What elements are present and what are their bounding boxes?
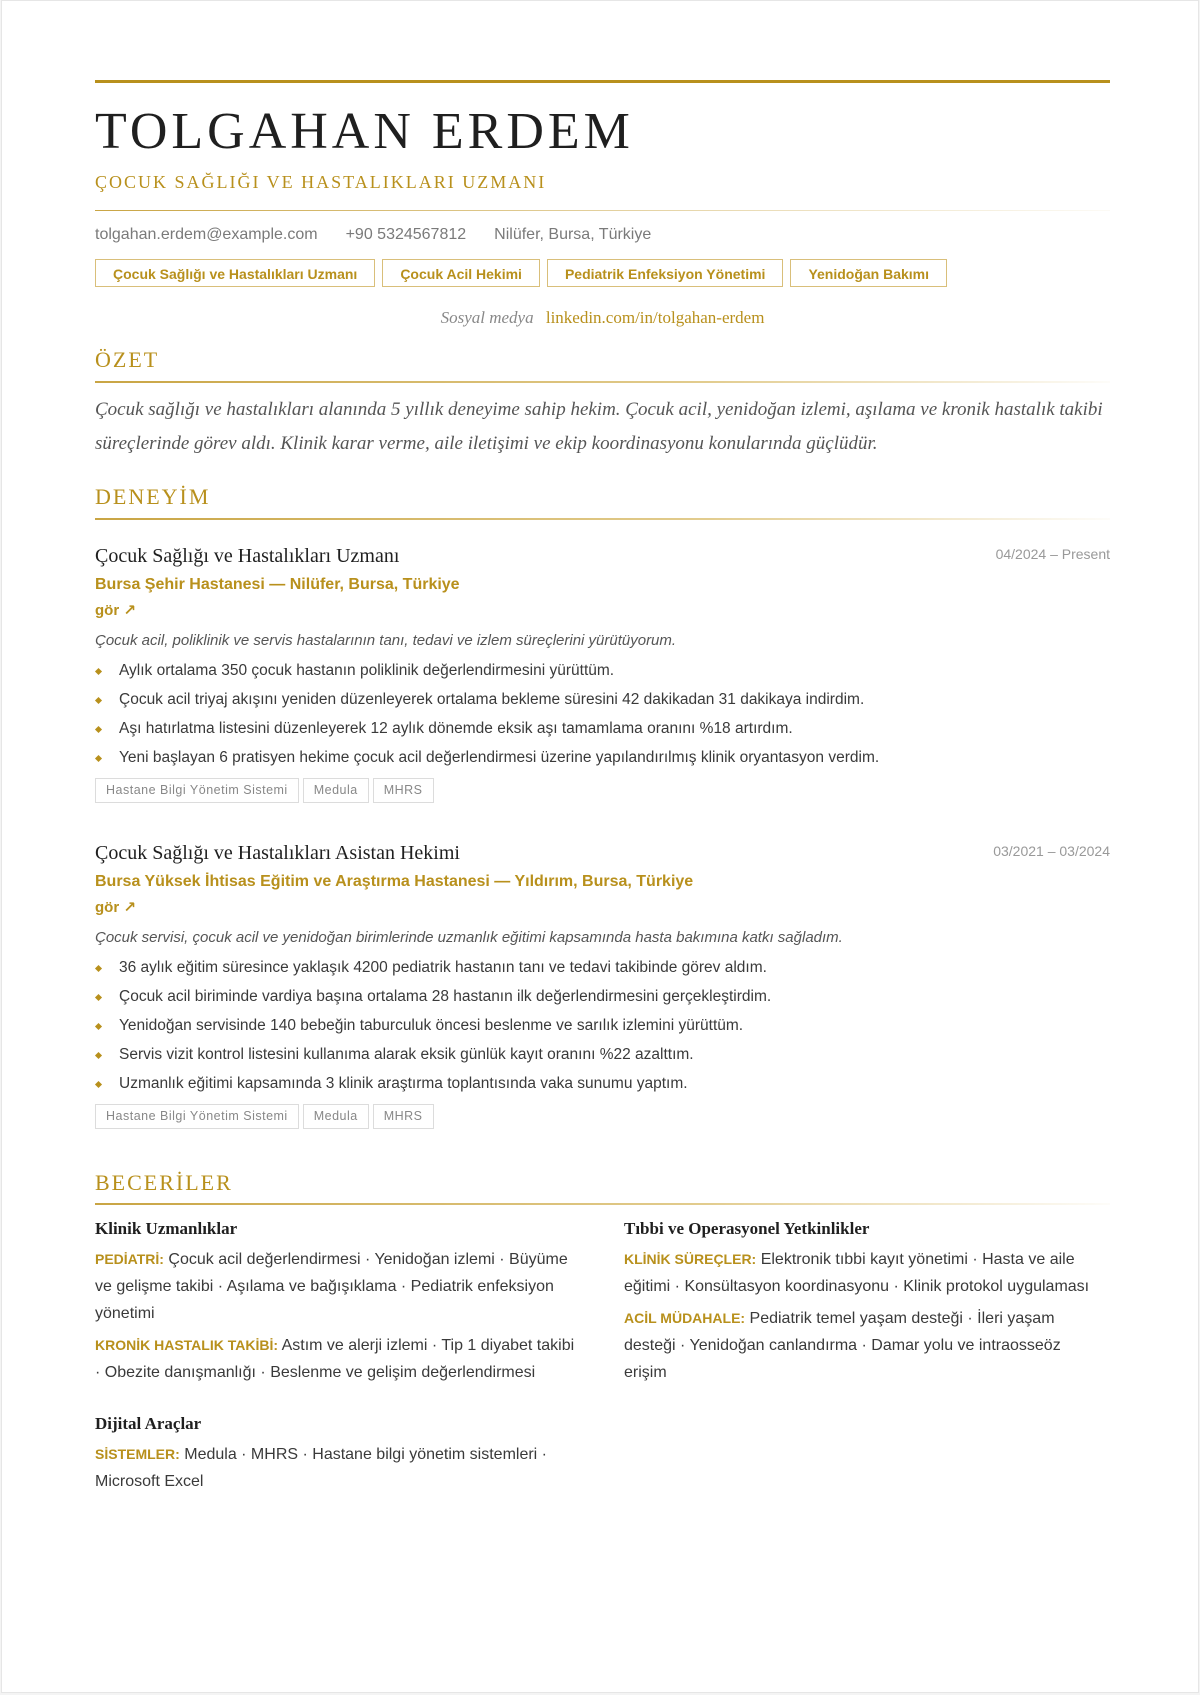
skill-group-heading: Dijital Araçlar — [95, 1414, 202, 1433]
contact-phone[interactable]: +90 5324567812 — [345, 226, 467, 243]
job-bullets — [95, 656, 1110, 772]
specialty-tag: Çocuk Acil Hekimi — [382, 259, 540, 287]
section-title-skills: BECERİLER — [95, 1170, 233, 1195]
skill-line — [95, 1441, 575, 1495]
job-description: Çocuk acil, poliklinik ve servis hastalarının tanı, tedavi ve izlem süreçlerini yürütüyorum. — [95, 632, 677, 649]
list-item — [95, 1069, 1110, 1098]
tool-tag: Hastane Bilgi Yönetim Sistemi — [95, 778, 299, 803]
specialty-tags — [95, 259, 947, 287]
list-item — [95, 982, 1110, 1011]
social-link[interactable]: linkedin.com/in/tolgahan-erdem — [545, 308, 765, 327]
list-item — [95, 656, 1110, 685]
diamond-bullet-icon — [95, 1023, 102, 1030]
skill-group-heading: Klinik Uzmanlıklar — [95, 1219, 238, 1238]
candidate-headline: ÇOCUK SAĞLIĞI VE HASTALIKLARI UZMANI — [95, 172, 547, 192]
bullet-text: Aylık ortalama 350 çocuk hastanın poliklinik değerlendirmesini yürüttüm. — [119, 662, 615, 679]
header-divider — [95, 210, 1110, 211]
resume-page — [1, 0, 1199, 1693]
skill-group — [95, 1217, 575, 1386]
top-rule — [95, 80, 1110, 83]
job-tools — [95, 1104, 1110, 1129]
skill-label: PEDİATRİ: — [95, 1251, 164, 1267]
job-description: Çocuk servisi, çocuk acil ve yenidoğan birimlerinde uzmanlık eğitimi kapsamında hasta bakımına katkı sağladım. — [95, 929, 843, 946]
skill-line — [624, 1305, 1104, 1386]
bullet-text: Çocuk acil triyaj akışını yeniden düzenleyerek ortalama bekleme süresini 42 dakikadan 31 dakikaya indirdim. — [119, 691, 865, 708]
section-divider — [95, 381, 1110, 383]
tool-tag: MHRS — [373, 1104, 434, 1129]
diamond-bullet-icon — [95, 1052, 102, 1059]
skill-text: Pediatrik temel yaşam desteği · İleri yaşam desteği · Yenidoğan canlandırma · Damar yolu ve intraosseöz erişim — [624, 1310, 1061, 1381]
social-row — [95, 308, 1110, 328]
bullet-text: Uzmanlık eğitimi kapsamında 3 klinik araştırma toplantısında vaka sunumu yaptım. — [119, 1075, 688, 1092]
job-date: 03/2021 – 03/2024 — [993, 843, 1110, 859]
job-title: Çocuk Sağlığı ve Hastalıkları Uzmanı — [95, 545, 400, 567]
skill-label: KLİNİK SÜREÇLER: — [624, 1251, 757, 1267]
skill-line — [95, 1246, 575, 1327]
diamond-bullet-icon — [95, 965, 102, 972]
diamond-bullet-icon — [95, 1081, 102, 1088]
job-entry — [95, 542, 1110, 803]
job-tools — [95, 778, 1110, 803]
section-title-summary: ÖZET — [95, 347, 160, 372]
job-title: Çocuk Sağlığı ve Hastalıkları Asistan Hekimi — [95, 842, 460, 864]
diamond-bullet-icon — [95, 755, 102, 762]
diamond-bullet-icon — [95, 726, 102, 733]
diamond-bullet-icon — [95, 697, 102, 704]
bullet-text: Yenidoğan servisinde 140 bebeğin taburculuk öncesi beslenme ve sarılık izlemini yürüttüm. — [119, 1017, 744, 1034]
skill-line — [624, 1246, 1104, 1300]
diamond-bullet-icon — [95, 668, 102, 675]
job-company: Bursa Şehir Hastanesi — Nilüfer, Bursa, Türkiye — [95, 576, 460, 593]
job-link[interactable]: gör ↗ — [95, 899, 136, 916]
list-item — [95, 1011, 1110, 1040]
bullet-text: 36 aylık eğitim süresince yaklaşık 4200 pediatrik hastanın tanı ve tedavi takibinde görev aldım. — [119, 959, 767, 976]
contact-row — [95, 226, 651, 244]
skill-text: Elektronik tıbbi kayıt yönetimi · Hasta ve aile eğitimi · Konsültasyon koordinasyonu · Klinik protokol uygulaması — [624, 1251, 1090, 1295]
job-date: 04/2024 – Present — [995, 546, 1110, 562]
social-label: Sosyal medya — [440, 308, 534, 327]
candidate-name: TOLGAHAN ERDEM — [95, 103, 634, 160]
section-title-experience: DENEYİM — [95, 484, 211, 509]
skill-line — [95, 1332, 575, 1386]
tool-tag: Medula — [303, 1104, 369, 1129]
summary-text: Çocuk sağlığı ve hastalıkları alanında 5 yıllık deneyime sahip hekim. Çocuk acil, yenidoğan izlemi, aşılama ve kronik hastalık takibi süreçlerinde görev aldı. Klinik karar verme, aile iletişimi ve ekip koordinasyonu konularında güçlüdür. — [95, 399, 1103, 454]
section-divider — [95, 518, 1110, 520]
skill-label: SİSTEMLER: — [95, 1446, 180, 1462]
bullet-text: Servis vizit kontrol listesini kullanıma alarak eksik günlük kayıt oranını %22 azalttım. — [119, 1046, 694, 1063]
skill-label: ACİL MÜDAHALE: — [624, 1310, 746, 1326]
skill-text: Medula · MHRS · Hastane bilgi yönetim sistemleri · Microsoft Excel — [95, 1446, 548, 1490]
job-company: Bursa Yüksek İhtisas Eğitim ve Araştırma Hastanesi — Yıldırım, Bursa, Türkiye — [95, 873, 694, 890]
list-item — [95, 714, 1110, 743]
list-item — [95, 685, 1110, 714]
skill-group — [95, 1412, 575, 1495]
skill-label: KRONİK HASTALIK TAKİBİ: — [95, 1337, 279, 1353]
job-bullets — [95, 953, 1110, 1098]
job-entry — [95, 839, 1110, 1129]
diamond-bullet-icon — [95, 994, 102, 1001]
list-item — [95, 743, 1110, 772]
job-link[interactable]: gör ↗ — [95, 602, 136, 619]
skill-group-heading: Tıbbi ve Operasyonel Yetkinlikler — [624, 1219, 870, 1238]
contact-location: Nilüfer, Bursa, Türkiye — [494, 226, 652, 243]
skill-text: Astım ve alerji izlemi · Tip 1 diyabet takibi · Obezite danışmanlığı · Beslenme ve gelişim değerlendirmesi — [95, 1337, 575, 1381]
specialty-tag: Çocuk Sağlığı ve Hastalıkları Uzmanı — [95, 259, 375, 287]
tool-tag: Hastane Bilgi Yönetim Sistemi — [95, 1104, 299, 1129]
bullet-text: Çocuk acil biriminde vardiya başına ortalama 28 hastanın ilk değerlendirmesini gerçekleştirdim. — [119, 988, 772, 1005]
tool-tag: MHRS — [373, 778, 434, 803]
contact-email[interactable]: tolgahan.erdem@example.com — [95, 226, 318, 243]
skill-text: Çocuk acil değerlendirmesi · Yenidoğan izlemi · Büyüme ve gelişme takibi · Aşılama ve bağışıklama · Pediatrik enfeksiyon yönetimi — [95, 1251, 568, 1322]
list-item — [95, 953, 1110, 982]
tool-tag: Medula — [303, 778, 369, 803]
section-divider — [95, 1203, 1110, 1205]
skill-group — [624, 1217, 1104, 1386]
specialty-tag: Pediatrik Enfeksiyon Yönetimi — [547, 259, 783, 287]
list-item — [95, 1040, 1110, 1069]
bullet-text: Yeni başlayan 6 pratisyen hekime çocuk acil değerlendirmesi üzerine yapılandırılmış klinik oryantasyon verdim. — [119, 749, 880, 766]
bullet-text: Aşı hatırlatma listesini düzenleyerek 12 aylık dönemde eksik aşı tamamlama oranını %18 artırdım. — [119, 720, 793, 737]
specialty-tag: Yenidoğan Bakımı — [790, 259, 947, 287]
